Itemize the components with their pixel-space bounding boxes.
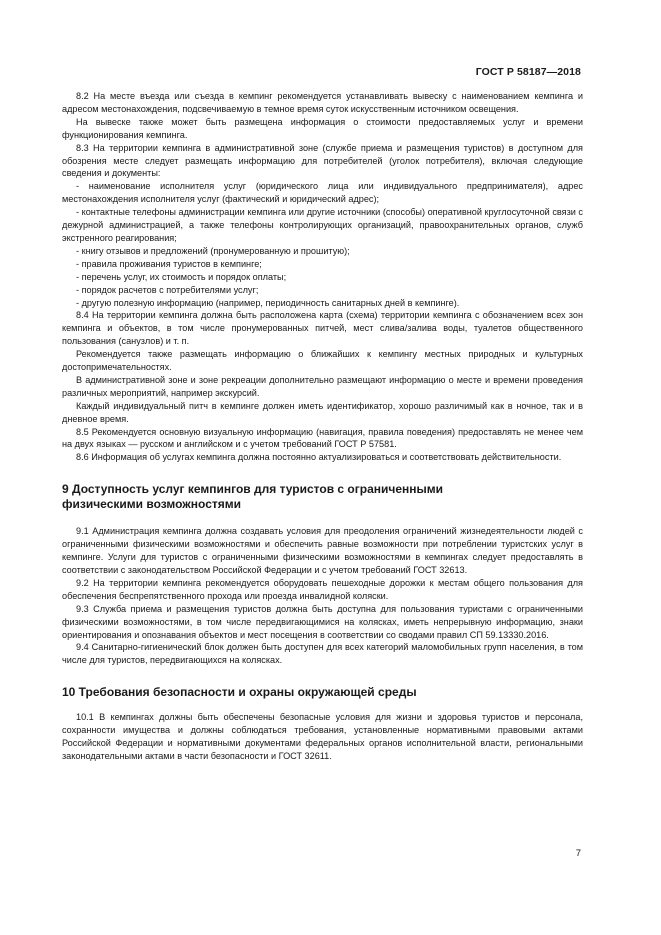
paragraph-9-3: 9.3 Служба приема и размещения туристов должна быть доступна для пользования туристами с ограниченными физическими возможностями, в том числе передвигающимися на колясках, иметь непрерывную информацию, знаки ориентирования и опознавания объектов и мест посещения в соответствии со сводами правил СП 59.13330.2016. [62, 603, 583, 640]
list-item: - контактные телефоны администрации кемпинга или другие источники (способы) оперативной круглосуточной связи с дежурной администрацией, а также телефоны контролирующих организаций, правоохранительных органов, служб экстренного реагирования; [62, 207, 583, 243]
paragraph-8-5: 8.5 Рекомендуется основную визуальную информацию (навигация, правила поведения) предоставлять не менее чем на двух языках — русском и английском и с учетом требований ГОСТ Р 57581. [62, 426, 583, 450]
paragraph-8-6: 8.6 Информация об услугах кемпинга должна постоянно актуализироваться и соответствовать действительности. [76, 452, 562, 463]
section-9-heading-line2: физическими возможностями [62, 497, 242, 512]
document-header: ГОСТ Р 58187—2018 [475, 66, 581, 78]
list-item: - наименование исполнителя услуг (юридического лица или индивидуального предпринимателя), адрес местонахождения исполнителя услуг (фактический и юридический адрес); [62, 181, 583, 205]
paragraph-8-3: 8.3 На территории кемпинга в административной зоне (службе приема и размещения туристов) в доступном для обозрения месте следует размещать информацию для потребителей (уголок потребителя), включая следующие сведения и документы: [62, 142, 583, 179]
section-9-heading [62, 482, 583, 512]
paragraph-8-4-landmarks: Рекомендуется также размещать информацию о ближайших к кемпингу местных природных и культурных достопримечательностях. [62, 349, 583, 373]
paragraph-8-4-pitch-id: Каждый индивидуальный питч в кемпинге должен иметь идентификатор, хорошо различимый как в ночное, так и в дневное время. [62, 400, 583, 424]
paragraph-8-2-note: На вывеске также может быть размещена информация о стоимости предоставляемых услуг и времени функционирования кемпинга. [62, 116, 583, 140]
paragraph-9-2: 9.2 На территории кемпинга рекомендуется оборудовать пешеходные дорожки к местам общего пользования для обеспечения беспрепятственного прохода или проезда инвалидной коляски. [62, 577, 583, 601]
paragraph-9-4: 9.4 Санитарно-гигиенический блок должен быть доступен для всех категорий маломобильных групп населения, в том числе для туристов, передвигающихся на колясках. [62, 642, 583, 666]
section-9-heading-line1: 9 Доступность услуг кемпингов для туристов с ограниченными [62, 482, 444, 497]
page-number: 7 [575, 848, 581, 859]
list-item: - перечень услуг, их стоимость и порядок оплаты; [76, 271, 287, 282]
list-item: - правила проживания туристов в кемпинге; [76, 258, 262, 269]
document-body [62, 90, 583, 763]
list-item: - порядок расчетов с потребителями услуг; [76, 284, 259, 295]
paragraph-8-2: 8.2 На месте въезда или съезда в кемпинг рекомендуется устанавливать вывеску с наименованием кемпинга и адресом местонахождения, подсвечиваемую в темное время суток искусственным источником освещения. [62, 91, 583, 114]
list-item: - книгу отзывов и предложений (пронумерованную и прошитую); [76, 245, 350, 256]
paragraph-9-1: 9.1 Администрация кемпинга должна создавать условия для преодоления ограничений жизнедеятельности людей с ограниченными физическими возможностями и обеспечить равные возможности при потреблении туристских услуг в кемпинге. Услуги для туристов с ограниченными физическими возможностями в кемпингах следует предоставлять в соответствии с законодательством Российской Федерации и с учетом требований ГОСТ 32613. [62, 526, 583, 575]
paragraph-10-1: 10.1 В кемпингах должны быть обеспечены безопасные условия для жизни и здоровья туристов и персонала, сохранности имущества и должны соблюдаться требования, установленные нормативными правовыми актами Российской Федерации и нормативными документами федеральных органов исполнительной власти, региональными законодательными актами в части безопасности и ГОСТ 32611. [62, 712, 583, 761]
paragraph-8-4-events: В административной зоне и зоне рекреации дополнительно размещают информацию о месте и времени проведения различных мероприятий, например экскурсий. [62, 374, 583, 398]
section-10-heading: 10 Требования безопасности и охраны окружающей среды [62, 685, 417, 700]
list-item: - другую полезную информацию (например, периодичность санитарных дней в кемпинге). [76, 297, 460, 308]
paragraph-8-4: 8.4 На территории кемпинга должна быть расположена карта (схема) территории кемпинга с обозначением всех зон кемпинга и объектов, в том числе пронумерованных питчей, мест слива/залива воды, туалетов общественного пользования (санузлов) и т. п. [62, 310, 583, 347]
